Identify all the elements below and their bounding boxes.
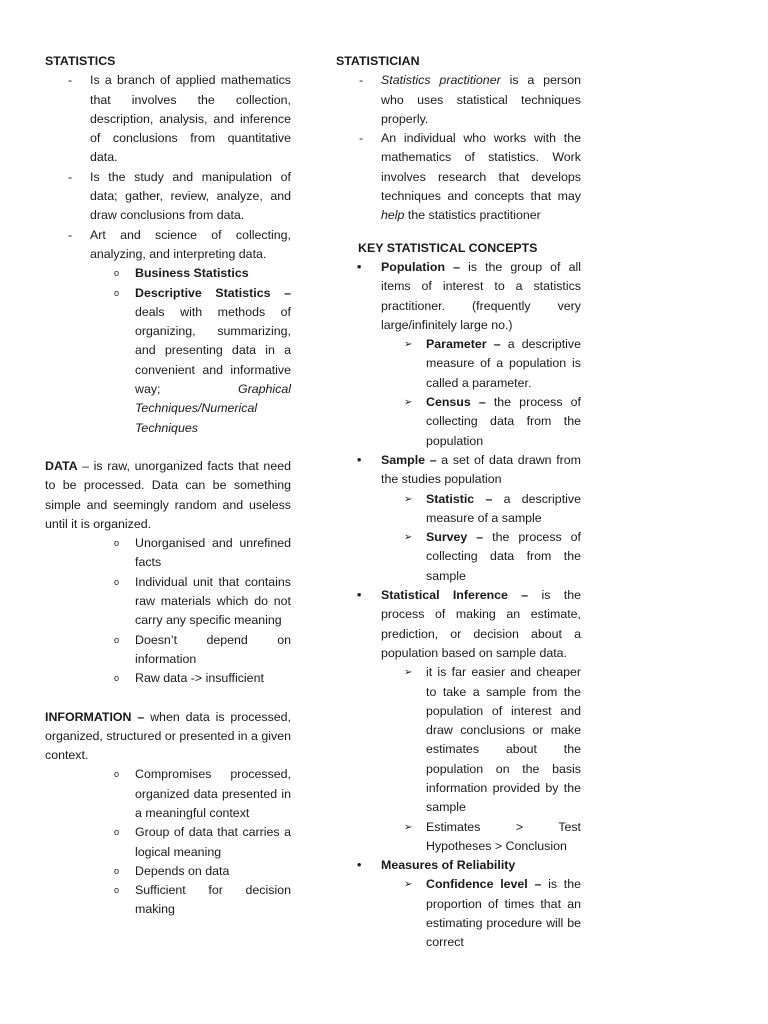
concept-text: is the proportion of times that an estimating procedure will be correct — [426, 877, 581, 950]
concept-parameter — [336, 335, 581, 393]
data-definition — [45, 457, 291, 534]
circle-bullet-icon: o — [114, 634, 120, 645]
list-item-text: Individual unit that contains raw materials which do not carry any specific meaning — [135, 574, 291, 628]
left-column — [45, 52, 291, 920]
circle-bullet-icon: o — [114, 268, 120, 279]
concept-term: Survey – — [426, 530, 484, 545]
concept-text: is the group of all items of interest to a statistics practitioner. (frequently very large/infinitely large no.) — [381, 259, 581, 332]
sub-text: deals with methods of organizing, summarizing, and presenting data in a convenient and informative way; — [135, 304, 291, 397]
information-text: when data is processed, organized, structured or presented in a given context. — [45, 709, 291, 763]
data-text: – is raw, unorganized facts that need to be processed. Data can be something simple and seemingly random and useless until it is organized. — [45, 458, 291, 531]
concept-text: a descriptive measure of a population is called a parameter. — [426, 337, 581, 390]
list-item-text: Sufficient for decision making — [135, 883, 291, 917]
bullet-icon: • — [357, 588, 362, 603]
list-item-text: Unorganised and unrefined facts — [135, 536, 291, 570]
circle-bullet-icon: o — [114, 827, 120, 838]
circle-bullet-icon: o — [114, 769, 120, 780]
concept-text: a descriptive measure of a sample — [426, 491, 581, 525]
statistics-sub-business — [45, 264, 291, 283]
concept-text: a set of data drawn from the studies population — [381, 452, 581, 487]
definition-italic: help — [381, 208, 405, 223]
concept-term: Parameter – — [426, 337, 501, 352]
definition-text-end: the statistics practitioner — [404, 208, 541, 223]
definition-italic: Statistics practitioner — [381, 73, 501, 88]
bullet-icon: • — [357, 452, 362, 467]
statistician-definition-2 — [336, 129, 581, 225]
statistics-definition-3 — [45, 226, 291, 265]
inference-flow — [336, 818, 581, 857]
concept-text: it is far easier and cheaper to take a sample from the population of interest and draw conclusions or make estimates about the population on the basis information provided by the sample — [426, 665, 581, 815]
concept-term: Confidence level – — [426, 877, 542, 892]
dash-marker: - — [68, 169, 73, 184]
arrow-bullet-icon: ➢ — [404, 493, 413, 505]
concept-term: Population – — [381, 259, 460, 274]
list-item — [45, 573, 291, 631]
list-item — [45, 862, 291, 881]
circle-bullet-icon: o — [114, 576, 120, 587]
concept-statistical-inference — [336, 586, 581, 663]
list-item-text: Depends on data — [135, 863, 230, 878]
list-item-text: Group of data that carries a logical meaning — [135, 825, 291, 859]
information-term: INFORMATION – — [45, 709, 145, 724]
concept-text: the process of collecting data from the sample — [426, 530, 581, 583]
definition-text: is a person who uses statistical techniques properly. — [381, 73, 581, 126]
list-item — [45, 669, 291, 688]
concept-census — [336, 393, 581, 451]
dash-marker: - — [68, 227, 73, 242]
sub-term: Business Statistics — [135, 266, 249, 281]
key-concepts-heading: KEY STATISTICAL CONCEPTS — [358, 240, 538, 255]
list-item-text: Compromises processed, organized data presented in a meaningful context — [135, 767, 291, 820]
statistics-sub-descriptive — [45, 284, 291, 438]
concept-population — [336, 258, 581, 335]
concept-text: Estimates > Test Hypotheses > Conclusion — [426, 819, 581, 853]
concept-statistic — [336, 490, 581, 529]
list-item-text: Raw data -> insufficient — [135, 671, 264, 686]
dash-marker: - — [359, 131, 364, 146]
arrow-bullet-icon: ➢ — [404, 532, 413, 544]
list-item-text: Doesn’t depend on information — [135, 632, 291, 666]
arrow-bullet-icon: ➢ — [404, 667, 413, 679]
arrow-bullet-icon: ➢ — [404, 339, 413, 351]
arrow-bullet-icon: ➢ — [404, 879, 413, 891]
circle-bullet-icon: o — [114, 885, 120, 896]
right-column — [336, 52, 581, 953]
list-item — [45, 534, 291, 573]
concept-text: is the process of making an estimate, prediction, or decision about a population based on sample data. — [381, 588, 581, 660]
circle-bullet-icon: o — [114, 538, 120, 549]
circle-bullet-icon: o — [114, 287, 120, 298]
concept-text: the process of collecting data from the population — [426, 395, 581, 448]
concept-sample — [336, 451, 581, 490]
concept-term: Statistical Inference – — [381, 588, 529, 603]
arrow-bullet-icon: ➢ — [404, 397, 413, 409]
list-item — [45, 631, 291, 670]
concept-confidence-level — [336, 875, 581, 952]
dash-marker: - — [68, 73, 73, 88]
concept-term: Statistic – — [426, 491, 493, 506]
list-item — [45, 765, 291, 823]
concept-term: Census – — [426, 395, 486, 410]
concept-measures-of-reliability — [336, 856, 581, 875]
bullet-icon: • — [357, 858, 362, 873]
definition-text: Is the study and manipulation of data; gather, review, analyze, and draw conclusions from data. — [90, 169, 291, 223]
definition-text: An individual who works with the mathematics of statistics. Work involves research that develops techniques and concepts that may — [381, 131, 581, 204]
circle-bullet-icon: o — [114, 673, 120, 684]
statistician-definition-1 — [336, 71, 581, 129]
statistician-heading: STATISTICIAN — [336, 54, 420, 68]
statistics-heading: STATISTICS — [45, 54, 116, 68]
concept-term: Sample – — [381, 452, 437, 467]
inference-detail — [336, 663, 581, 817]
bullet-icon: • — [357, 259, 362, 274]
definition-text: Is a branch of applied mathematics that involves the collection, description, analysis, and inference of conclusions from quantitative data. — [90, 73, 291, 165]
statistics-definition-1 — [45, 71, 291, 167]
information-definition — [45, 708, 291, 766]
sub-term: Descriptive Statistics – — [135, 285, 291, 300]
list-item — [45, 881, 291, 920]
dash-marker: - — [359, 73, 364, 88]
sub-italic: Graphical Techniques/Numerical Techniques — [135, 382, 291, 435]
list-item — [45, 823, 291, 862]
statistics-definition-2 — [45, 168, 291, 226]
arrow-bullet-icon: ➢ — [404, 821, 413, 833]
circle-bullet-icon: o — [114, 865, 120, 876]
concept-survey — [336, 528, 581, 586]
concept-term: Measures of Reliability — [381, 858, 516, 873]
definition-text: Art and science of collecting, analyzing, and interpreting data. — [90, 227, 291, 261]
data-term: DATA — [45, 458, 78, 473]
